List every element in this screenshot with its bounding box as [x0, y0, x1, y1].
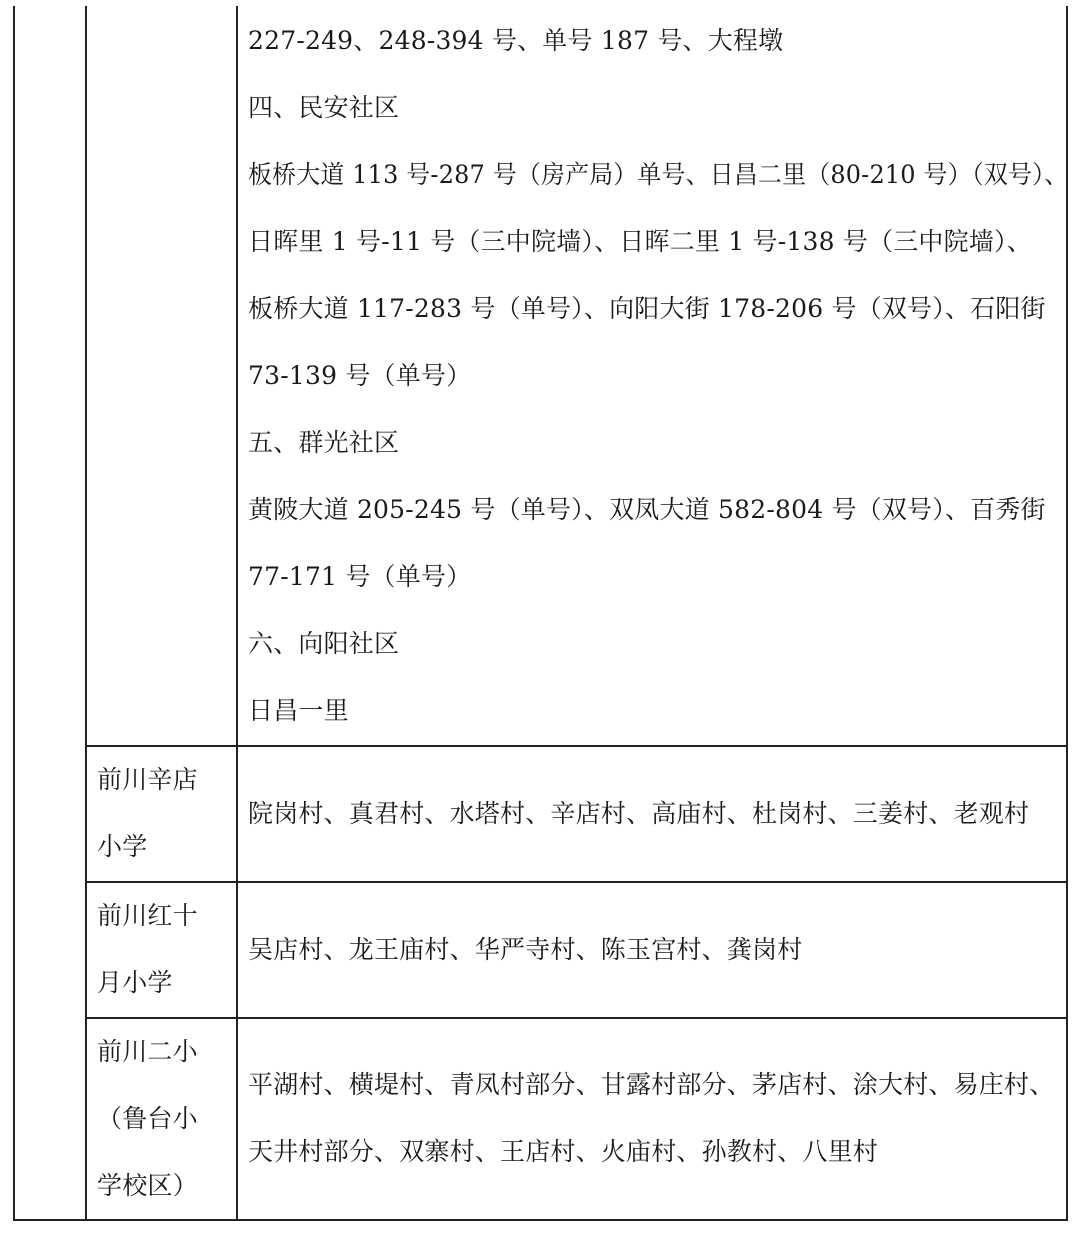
area-line: 77-171 号（单号） [248, 562, 472, 591]
area-line: 吴店村、龙王庙村、华严寺村、陈玉宫村、龚岗村 [248, 935, 803, 964]
area-line: 四、民安社区 [248, 93, 400, 122]
area-line: 天井村部分、双寨村、王店村、火庙村、孙教村、八里村 [248, 1137, 879, 1166]
school-name-line: 前川二小 [97, 1037, 198, 1066]
area-line: 板桥大道 113 号-287 号（房产局）单号、日昌二里（80-210 号）（双号）、 [248, 160, 1069, 189]
row-divider-3 [85, 1017, 1066, 1019]
column-divider-1 [85, 6, 87, 1219]
area-line: 日昌一里 [248, 696, 349, 725]
area-line: 日晖里 1 号-11 号（三中院墙）、日晖二里 1 号-138 号（三中院墙）、 [248, 227, 1032, 256]
area-line: 六、向阳社区 [248, 629, 400, 658]
school-district-table [13, 6, 1068, 1221]
school-name-line: 小学 [97, 832, 148, 861]
area-line: 227-249、248-394 号、单号 187 号、大程墩 [248, 26, 784, 55]
area-line: 平湖村、横堤村、青凤村部分、甘露村部分、茅店村、涂大村、易庄村、 [248, 1070, 1055, 1099]
area-line: 板桥大道 117-283 号（单号）、向阳大街 178-206 号（双号）、石阳街 [248, 294, 1046, 323]
row-divider-2 [85, 881, 1066, 883]
school-name-line: 前川辛店 [97, 765, 198, 794]
school-name-line: 学校区） [97, 1171, 198, 1200]
area-line: 五、群光社区 [248, 428, 400, 457]
column-divider-2 [236, 6, 238, 1219]
school-name-line: （鲁台小 [97, 1104, 198, 1133]
school-name-line: 前川红十 [97, 901, 198, 930]
row-divider-1 [85, 745, 1066, 747]
area-line: 黄陂大道 205-245 号（单号）、双凤大道 582-804 号（双号）、百秀街 [248, 495, 1046, 524]
school-name-line: 月小学 [97, 968, 173, 997]
area-line: 73-139 号（单号） [248, 361, 472, 390]
area-line: 院岗村、真君村、水塔村、辛店村、高庙村、杜岗村、三姜村、老观村 [248, 799, 1030, 828]
